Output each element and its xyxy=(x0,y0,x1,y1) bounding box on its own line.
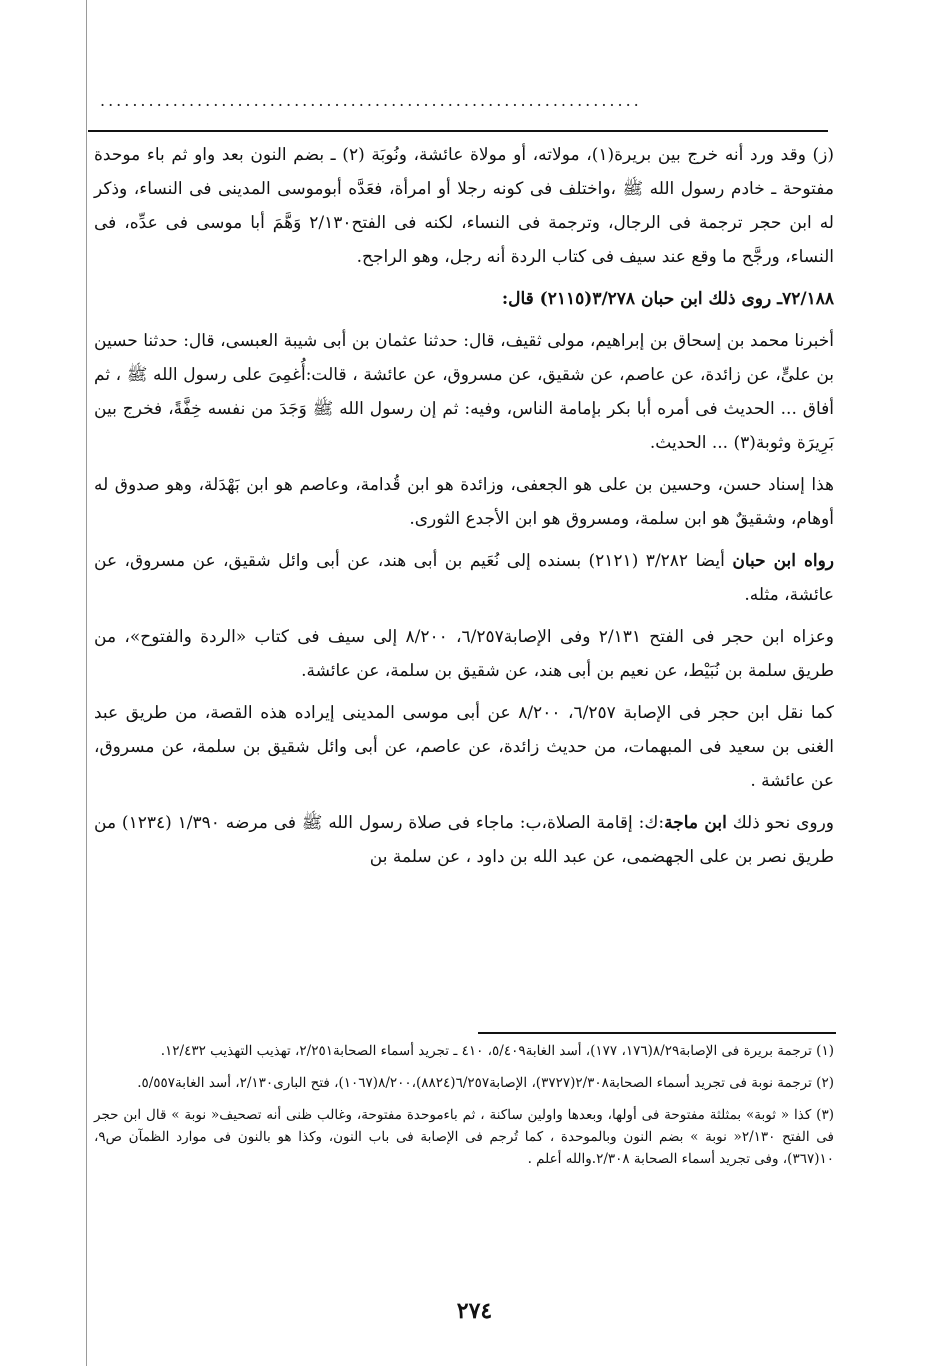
main-text xyxy=(94,138,834,882)
ibn-majah-intro: وروى نحو ذلك xyxy=(726,813,834,833)
page-number: ٢٧٤ xyxy=(456,1298,493,1324)
paragraph-ibn-hibban xyxy=(94,544,834,612)
footnote-3: (٣) كذا « ثوبة» بمثلثة مفتوحة فى أولها، وبعدها واولين ساكنة ، ثم باءموحدة مفتوحة، وغالب ظنى أنه تصحيف« نوبة » قال ابن حجر فى الفتح ٢/١٣٠« نوبة » بضم النون وبالموحدة ، كما تُرجم فى الإصابة فى باب النون، وكذا هو بالنون فى موارد الظمآن ص٩، ١٠(٣٦٧)، وفى تجريد أسماء الصحابة ٢/٣٠٨.والله أعلم . xyxy=(94,1107,834,1167)
footnote-rule xyxy=(478,1032,836,1034)
footnotes xyxy=(94,1040,834,1180)
paragraph-grading: هذا إسناد حسن، وحسين بن على هو الجعفى، وزائدة هو ابن قُدامة، وعاصم هو ابن بَهْدَلة، وهو صدوق له أوهام، وشقيقٌ هو ابن سلمة، ومسروق هو ابن الأجدع الثورى. xyxy=(94,475,834,529)
hadith-heading: ٧٢/١٨٨ـ روى ذلك ابن حبان ٣/٢٧٨(٢١١٥) قال: xyxy=(501,289,834,309)
ibn-majah-label: ابن ماجة xyxy=(664,813,727,833)
paragraph-ibn-majah xyxy=(94,806,834,874)
ibn-majah-text: :ك: إقامة الصلاة،ب: ماجاء فى صلاة رسول الله ﷺ فى مرضه ١/٣٩٠ (١٢٣٤) من طريق نصر بن على الجهضمى، عن عبد الله بن داود ، عن سلمة بن xyxy=(94,813,834,867)
paragraph-narration-note: (ز) وقد ورد أنه خرج بين بريرة(١)، مولاته، أو مولاة عائشة، ونُوبَة (٢) ـ بضم النون بعد واو ثم باء موحدة مفتوحة ـ خادم رسول الله ﷺ ،واختلف فى كونه رجلا أو امرأة، فعَدَّه أبوموسى المدينى فى النساء، وذكر له ابن حجر ترجمة فى الرجال، وترجمة فى النساء، لكنه فى الفتح٢/١٣٠ وَهَّمَ أبا موسى فى عدِّه، فى النساء، ورجَّح ما وقع عند سيف فى كتاب الردة أنه رجل، وهو الراجح. xyxy=(94,145,835,267)
footnote-1: (١) ترجمة بريرة فى الإصابة٨/٢٩(١٧٦، ١٧٧)، أسد الغابة٥/٤٠٩، ٤١٠ ـ تجريد أسماء الصحابة٢/٢٥١، تهذيب التهذيب ١٢/٤٣٢. xyxy=(160,1043,834,1059)
paragraph-isnad: أخبرنا محمد بن إسحاق بن إبراهيم، مولى ثقيف، قال: حدثنا عثمان بن أبى شيبة العبسى، قال: حدثنا حسين بن علىٍّ، عن زائدة، عن عاصم، عن شقيق، عن مسروق، عن عائشة ، قالت:أُغمِىَ على رسول الله ﷺ ، ثم أفاق ... الحديث فى أمره أبا بكر بإمامة الناس، وفيه: ثم إن رسول الله ﷺ وَجَدَ من نفسه خِفَّةً، فخرج بين بَرِيرَة وثوبة(٣) ... الحديث. xyxy=(94,331,835,453)
footnote-2: (٢) ترجمة نوبة فى تجريد أسماء الصحابة٢/٣٠٨(٣٧٢٧)، الإصابة٦/٢٥٧(٨٨٢٤)،٨/٢٠٠(١٠٦٧)، فتح البارى٢/١٣٠، أسد الغابة٥/٥٥٧. xyxy=(137,1075,834,1091)
page-edge-line xyxy=(86,0,87,1366)
paragraph-fath-attribution: وعزاه ابن حجر فى الفتح ٢/١٣١ وفى الإصابة٦/٢٥٧، ٨/٢٠٠ إلى سيف فى كتاب «الردة والفتوح»، من طريق سلمة بن نُبَيْط، عن نعيم بن أبى هند، عن شقيق بن سلمة، عن عائشة. xyxy=(94,627,834,681)
top-rule xyxy=(88,130,828,132)
dotted-ornament: ................................................................... xyxy=(100,96,642,106)
paragraph-isaba-transfer: كما نقل ابن حجر فى الإصابة ٦/٢٥٧، ٨/٢٠٠ عن أبى موسى المدينى إيراده هذه القصة، من طريق عبد الغنى بن سعيد فى المبهمات، من حديث زائدة، عن عاصم، عن أبى وائل شقيق بن سلمة، عن مسروق، عن عائشة . xyxy=(94,703,834,791)
ibn-hibban-label: رواه ابن حبان xyxy=(732,551,834,571)
ibn-hibban-text: أيضا ٣/٢٨٢ (٢١٢١) بسنده إلى نُعَيم بن أبى هند، عن أبى وائل شقيق، عن مسروق، عن عائشة، مثله. xyxy=(94,551,834,605)
